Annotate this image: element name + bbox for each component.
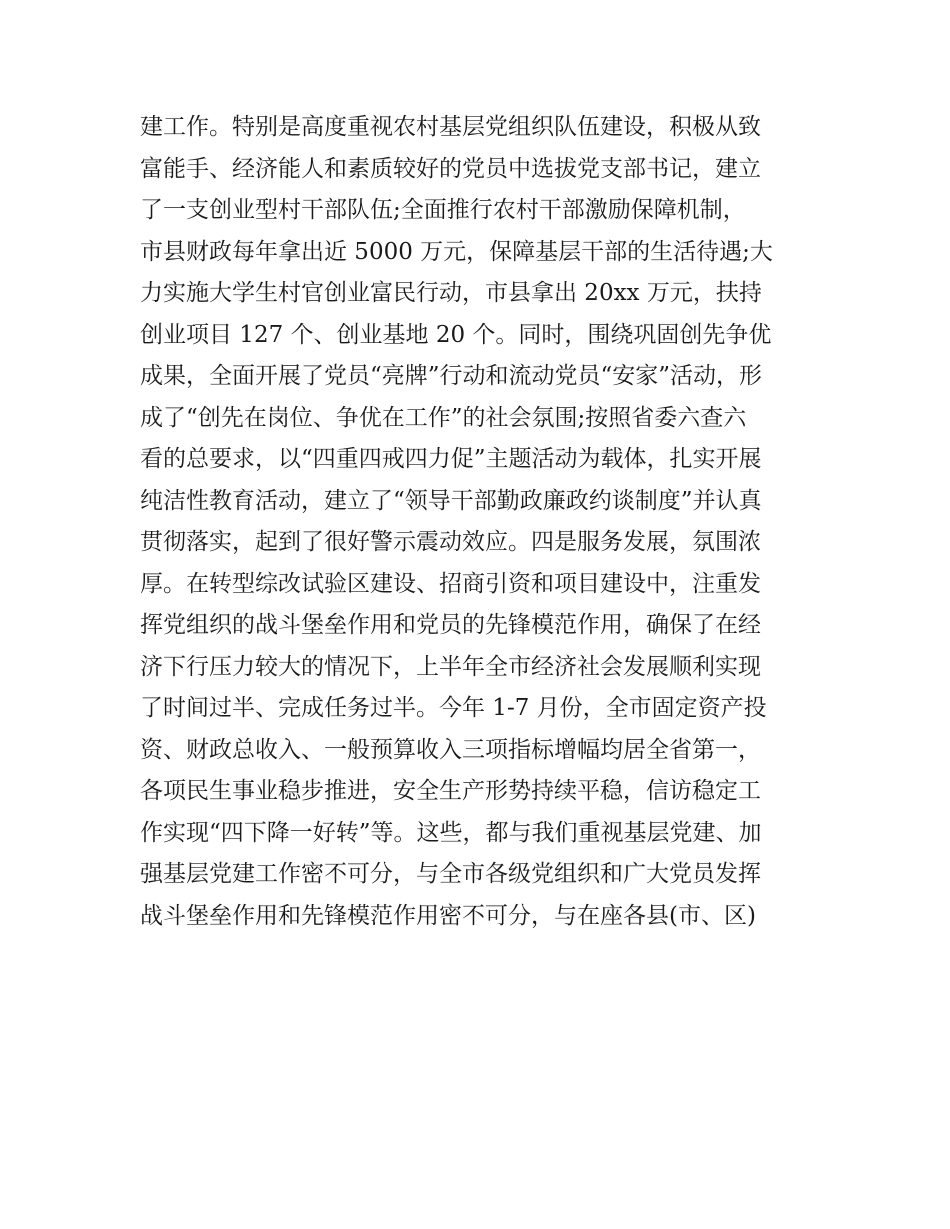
text-line: 厚。在转型综改试验区建设、招商引资和项目建设中，注重发 (140, 570, 761, 597)
text-line: 战斗堡垒作用和先锋模范作用密不可分，与在座各县(市、区) (140, 902, 756, 929)
text-line: 纯洁性教育活动，建立了“领导干部勤政廉政约谈制度”并认真 (140, 487, 762, 514)
text-line: 了一支创业型村干部队伍;全面推行农村干部激励保障机制， (140, 197, 746, 223)
text-line: 成果，全面开展了党员“亮牌”行动和流动党员“安家”活动，形 (140, 363, 763, 389)
text-line: 建工作。特别是高度重视农村基层党组织队伍建设，积极从致 (140, 114, 761, 140)
text-line: 市县财政每年拿出近 5000 万元，保障基层干部的生活待遇;大 (140, 238, 773, 265)
text-line: 成了“创先在岗位、争优在工作”的社会氛围;按照省委六查六 (140, 404, 747, 431)
text-line: 力实施大学生村官创业富民行动，市县拿出 20xx 万元，扶持 (140, 280, 762, 306)
text-line: 强基层党建工作密不可分，与全市各级党组织和广大党员发挥 (140, 861, 761, 887)
text-line: 作实现“四下降一好转”等。这些，都与我们重视基层党建、加 (140, 819, 762, 846)
text-line: 看的总要求，以“四重四戒四力促”主题活动为载体，扎实开展 (140, 446, 762, 472)
text-line: 济下行压力较大的情况下，上半年全市经济社会发展顺利实现 (140, 653, 761, 680)
text-line: 了时间过半、完成任务过半。今年 1-7 月份，全市固定资产投 (140, 695, 767, 721)
body-text (140, 107, 840, 937)
text-line: 富能手、经济能人和素质较好的党员中选拔党支部书记，建立 (140, 155, 761, 182)
text-line: 资、财政总收入、一般预算收入三项指标增幅均居全省第一， (140, 736, 761, 763)
text-line: 各项民生事业稳步推进，安全生产形势持续平稳，信访稳定工 (140, 778, 761, 804)
text-line: 贯彻落实，起到了很好警示震动效应。四是服务发展，氛围浓 (140, 529, 761, 555)
text-line: 创业项目 127 个、创业基地 20 个。同时，围绕巩固创先争优 (140, 321, 772, 348)
text-line: 挥党组织的战斗堡垒作用和党员的先锋模范作用，确保了在经 (140, 612, 761, 638)
